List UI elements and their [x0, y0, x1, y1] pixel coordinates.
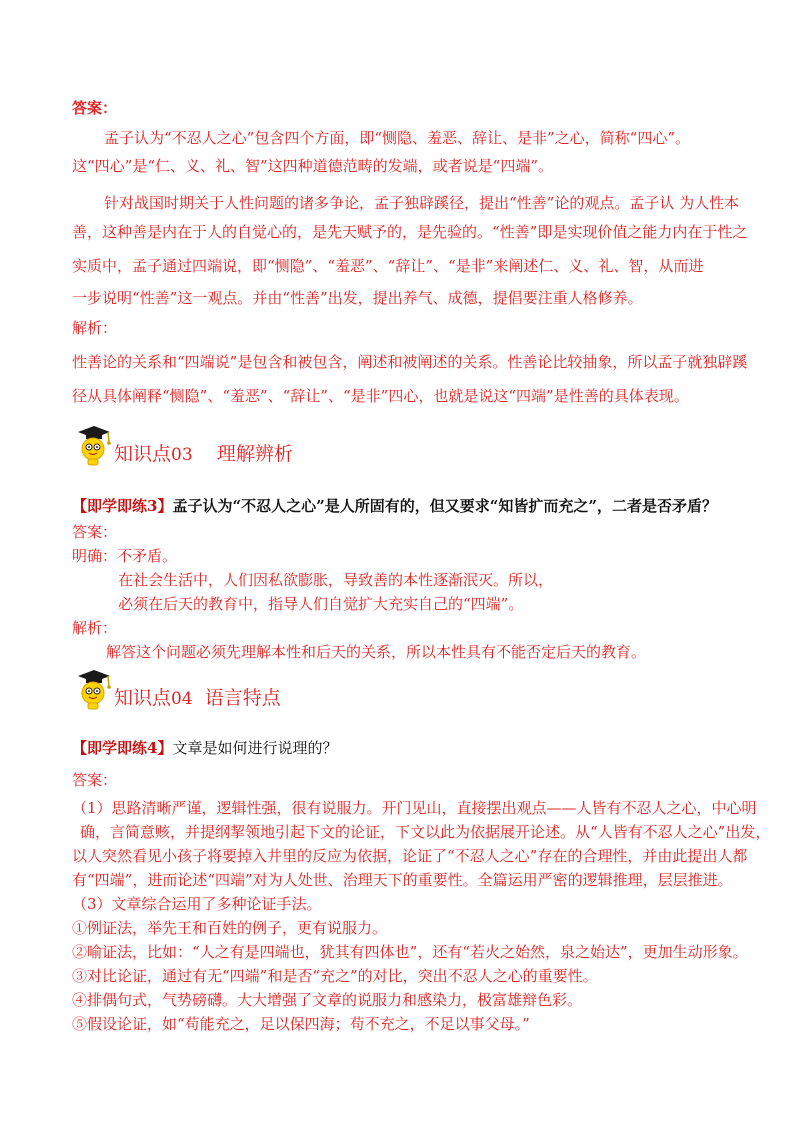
scholar-mascot-icon [72, 422, 112, 468]
answer-paragraph: 实质中，孟子通过四端说，即“恻隐”、“羞恶”、“辞让”、“是非”来阐述仁、义、礼、智，从而进 [72, 257, 704, 275]
answer-line: （1）思路清晰严谨，逻辑性强，很有说服力。开门见山，直接摆出观点——人皆有不忍人之心，中心明 [72, 799, 757, 817]
answer-line: 确，言简意赅，并提纲挈领地引起下文的论证，下文以此为依据展开论述。从“人皆有不忍人之心”出发， [80, 823, 771, 841]
answer-line: 有“四端”，进而论述“四端”对为人处世、治理天下的重要性。全篇运用严密的逻辑推理，层层推进。 [72, 871, 733, 889]
answer-line: ①例证法，举先王和百姓的例子，更有说服力。 [72, 919, 388, 937]
answer-line: 必须在后天的教育中，指导人们自觉扩大充实自己的“四端”。 [118, 595, 524, 613]
section-title: 知识点04 语言特点 [114, 687, 281, 709]
scholar-mascot-icon [72, 666, 112, 712]
answer-paragraph: 善，这种善是内在于人的自觉心的，是先天赋予的，是先验的。“性善”即是实现价值之能力内在于性之 [72, 223, 748, 241]
practice-question: 【即学即练4】文章是如何进行说理的？ [72, 739, 338, 757]
practice-question: 【即学即练3】孟子认为“不忍人之心”是人所固有的，但又要求“知皆扩而充之”，二者是否矛盾？ [72, 497, 717, 515]
practice-tag: 【即学即练4】 [72, 739, 173, 757]
section-heading-04 [72, 664, 281, 712]
answer-line: 明确：不矛盾。 [72, 547, 178, 565]
answer-label: 答案： [72, 771, 118, 789]
answer-paragraph: 针对战国时期关于人性问题的诸多争论，孟子独辟蹊径，提出“性善”论的观点。孟子认 为人性本 [104, 194, 740, 212]
answer-paragraph: 这“四心”是“仁、义、礼、智”这四种道德范畴的发端，或者说是“四端”。 [72, 157, 554, 175]
practice-tag: 【即学即练3】 [72, 497, 173, 515]
answer-line: 以人突然看见小孩子将要掉入井里的反应为依据，论证了“不忍人之心”存在的合理性，并由此提出人都 [72, 847, 748, 865]
analysis-label: 解析： [72, 319, 118, 337]
analysis-paragraph: 性善论的关系和“四端说”是包含和被包含，阐述和被阐述的关系。性善论比较抽象，所以孟子就独辟蹊 [72, 353, 748, 371]
analysis-label: 解析： [72, 619, 118, 637]
analysis-line: 解答这个问题必须先理解本性和后天的关系，所以本性具有不能否定后天的教育。 [106, 643, 647, 661]
answer-line: ④排偶句式，气势磅礴。大大增强了文章的说服力和感染力，极富雄辩色彩。 [72, 991, 583, 1009]
answer-paragraph: 一步说明“性善”这一观点。并由“性善”出发，提出养气、成德，提倡要注重人格修养。 [72, 289, 643, 307]
answer-line: ⑤假设论证，如“苟能充之，足以保四海；苟不充之，不足以事父母。” [72, 1015, 530, 1033]
answer-line: 在社会生活中，人们因私欲膨胀，导致善的本性逐渐泯灭。所以， [118, 571, 554, 589]
answer-paragraph: 孟子认为“不忍人之心”包含四个方面，即“恻隐、羞恶、辞让、是非”之心，简称“四心”。 [104, 129, 691, 147]
answer-line: ③对比论证，通过有无“四端”和是否“充之”的对比，突出不忍人之心的重要性。 [72, 967, 598, 985]
section-heading-03 [72, 420, 293, 468]
answer-line: ②喻证法，比如：“人之有是四端也，犹其有四体也”，还有“若火之始然，泉之始达”，更加生动形象。 [72, 943, 748, 961]
analysis-paragraph: 径从具体阐释“恻隐”、“羞恶”、“辞让”、“是非”四心，也就是说这“四端”是性善的具体表现。 [72, 387, 689, 405]
section-title: 知识点03 理解辨析 [114, 443, 293, 465]
answer-label: 答案： [72, 523, 118, 541]
answer-label: 答案： [72, 99, 118, 117]
answer-line: （3）文章综合运用了多种论证手法。 [72, 895, 322, 913]
